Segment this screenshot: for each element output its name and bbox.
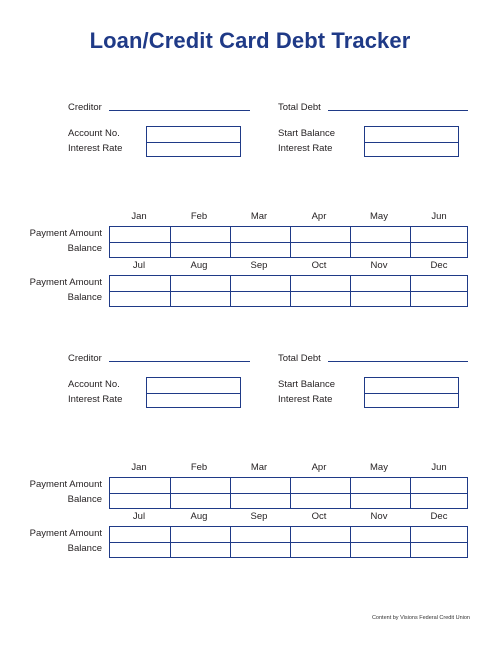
- total-debt-label-2: Total Debt: [278, 353, 321, 364]
- month-label: Sep: [250, 260, 268, 271]
- grid-col-divider: [350, 527, 351, 557]
- payment-grid-2-1[interactable]: [109, 477, 468, 509]
- start-interest-box-2[interactable]: [364, 377, 459, 408]
- month-label: Dec: [430, 511, 448, 522]
- page-title: Loan/Credit Card Debt Tracker: [89, 28, 411, 53]
- total-debt-field-2[interactable]: [328, 361, 468, 362]
- box-divider: [147, 393, 240, 394]
- month-label: Jul: [132, 260, 146, 271]
- grid-col-divider: [410, 227, 411, 257]
- account-interest-box-2[interactable]: [146, 377, 241, 408]
- grid-col-divider: [290, 478, 291, 508]
- month-label: Nov: [370, 511, 388, 522]
- grid-col-divider: [170, 227, 171, 257]
- grid-row-divider: [110, 493, 467, 494]
- month-label: May: [370, 462, 388, 473]
- creditor-label-1: Creditor: [68, 102, 102, 113]
- month-label: Apr: [311, 211, 327, 222]
- grid-col-divider: [230, 527, 231, 557]
- creditor-label-2: Creditor: [68, 353, 102, 364]
- grid-col-divider: [170, 276, 171, 306]
- balance-label: Balance: [67, 243, 102, 254]
- account-no-label-2: Account No.: [68, 379, 120, 390]
- start-interest-box-1[interactable]: [364, 126, 459, 157]
- month-label: Aug: [190, 511, 208, 522]
- month-label: Jul: [132, 511, 146, 522]
- start-balance-label-2: Start Balance: [278, 379, 336, 390]
- creditor-field-1[interactable]: [109, 110, 250, 111]
- grid-col-divider: [290, 527, 291, 557]
- month-label: Apr: [311, 462, 327, 473]
- grid-col-divider: [410, 276, 411, 306]
- grid-col-divider: [170, 478, 171, 508]
- balance-label: Balance: [67, 292, 102, 303]
- box-divider: [365, 142, 458, 143]
- month-label: Mar: [250, 211, 268, 222]
- grid-col-divider: [230, 478, 231, 508]
- month-label: Feb: [190, 211, 208, 222]
- account-interest-box-1[interactable]: [146, 126, 241, 157]
- month-label: Feb: [190, 462, 208, 473]
- grid-col-divider: [350, 227, 351, 257]
- balance-label: Balance: [67, 494, 102, 505]
- month-label: Jan: [131, 462, 147, 473]
- grid-row-divider: [110, 291, 467, 292]
- month-label: Jun: [431, 211, 447, 222]
- month-label: Jan: [131, 211, 147, 222]
- grid-col-divider: [230, 276, 231, 306]
- month-label: Nov: [370, 260, 388, 271]
- month-label: Sep: [250, 511, 268, 522]
- payment-grid-1-1[interactable]: [109, 226, 468, 258]
- month-label: Aug: [190, 260, 208, 271]
- account-no-label-1: Account No.: [68, 128, 120, 139]
- grid-row-divider: [110, 542, 467, 543]
- box-divider: [147, 142, 240, 143]
- payment-grid-2-2[interactable]: [109, 526, 468, 558]
- total-debt-field-1[interactable]: [328, 110, 468, 111]
- grid-col-divider: [170, 527, 171, 557]
- month-label: Oct: [311, 260, 327, 271]
- payment-amount-label: Payment Amount: [29, 277, 102, 288]
- month-label: Oct: [311, 511, 327, 522]
- balance-label: Balance: [67, 543, 102, 554]
- grid-col-divider: [230, 227, 231, 257]
- payment-amount-label: Payment Amount: [29, 228, 102, 239]
- box-divider: [365, 393, 458, 394]
- payment-grid-1-2[interactable]: [109, 275, 468, 307]
- grid-col-divider: [410, 478, 411, 508]
- start-balance-label-1: Start Balance: [278, 128, 336, 139]
- creditor-field-2[interactable]: [109, 361, 250, 362]
- footer-credit: Content by Visions Federal Credit Union: [371, 615, 470, 621]
- payment-amount-label: Payment Amount: [29, 479, 102, 490]
- grid-col-divider: [290, 276, 291, 306]
- total-debt-label-1: Total Debt: [278, 102, 321, 113]
- month-label: Mar: [250, 462, 268, 473]
- month-label: Dec: [430, 260, 448, 271]
- grid-col-divider: [410, 527, 411, 557]
- grid-row-divider: [110, 242, 467, 243]
- interest-rate-label-1: Interest Rate: [68, 143, 123, 154]
- interest-rate-label-right-1: Interest Rate: [278, 143, 333, 154]
- interest-rate-label-right-2: Interest Rate: [278, 394, 333, 405]
- payment-amount-label: Payment Amount: [29, 528, 102, 539]
- month-label: Jun: [431, 462, 447, 473]
- interest-rate-label-2: Interest Rate: [68, 394, 123, 405]
- month-label: May: [370, 211, 388, 222]
- grid-col-divider: [350, 276, 351, 306]
- grid-col-divider: [350, 478, 351, 508]
- grid-col-divider: [290, 227, 291, 257]
